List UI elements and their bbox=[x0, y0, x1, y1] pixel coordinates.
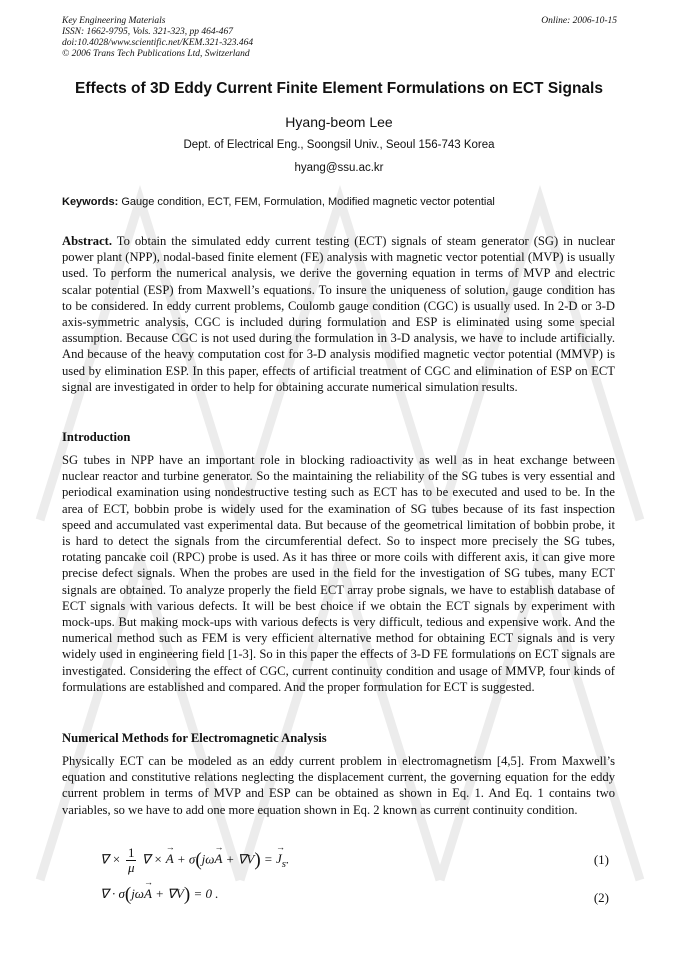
eq1-period: . bbox=[285, 851, 290, 867]
eq1-sigma: + σ bbox=[176, 851, 196, 867]
eq2-vector-a: A → bbox=[144, 886, 152, 902]
doi-line: doi:10.4028/www.scientific.net/KEM.321-323.464 bbox=[62, 38, 254, 48]
numerical-methods-paragraph: Physically ECT can be modeled as an eddy current problem in electromagnetism [4,5]. From Maxwell’s equation and constitutive relations neglecting the displacement current, the governing equation for the eddy current problem in terms of MVP and ESP can be obtained as shown in Eq. 1. And Eq. 1 contains two variables, so we have to add one more equation shown in Eq. 2 known as current continuity condition. bbox=[62, 754, 615, 817]
keywords-text: Gauge condition, ECT, FEM, Formulation, Modified magnetic vector potential bbox=[121, 196, 495, 208]
abstract-text: To obtain the simulated eddy current testing (ECT) signals of steam generator (SG) in nuclear power plant (NPP), nodal-based finite element (FE) analysis with magnetic vector potential (MVP) is usually used. To perform the numerical analysis, we derive the governing equation in terms of MVP and electric scalar potential (ESP) from Maxwell’s equations. To insure the uniqueness of solution, gauge condition has to be considered. In eddy current problems, Coulomb gauge condition (CGC) is usually used. In 2-D or 3-D axis-symmetric analysis, CGC is included during formulation and ESP is eliminated using some special assumption. Because CGC is not used during the formulation in 3-D analysis, we have to include artificially. And because of the heavy computation cost for 3-D analysis modified magnetic vector potential (MMVP) is used by elimination ESP. In this paper, effects of artificial treatment of CGC and elimination of ESP on ECT signal are investigated in order to help for obtaining accurate numerical simulation results. bbox=[62, 234, 615, 394]
eq1-right-paren: ) bbox=[254, 849, 261, 871]
equation-2-expression bbox=[100, 884, 218, 906]
copyright-line: © 2006 Trans Tech Publications Ltd, Switzerland bbox=[62, 49, 250, 59]
eq1-frac-denominator: μ bbox=[127, 860, 135, 875]
eq1-vector-j: J → bbox=[276, 851, 282, 867]
introduction-heading: Introduction bbox=[62, 430, 131, 444]
author-name: Hyang-beom Lee bbox=[285, 114, 393, 130]
eq2-rhs: = 0 . bbox=[193, 886, 219, 901]
eq2-right-paren: ) bbox=[183, 884, 191, 905]
eq1-equals: = bbox=[263, 851, 273, 867]
equation-1-number: (1) bbox=[593, 852, 609, 867]
eq1-fraction bbox=[126, 846, 137, 875]
abstract-paragraph bbox=[62, 233, 615, 395]
equation-1 bbox=[100, 846, 615, 876]
eq1-vector-a-2: A → bbox=[214, 851, 222, 867]
equation-1-expression bbox=[100, 846, 289, 875]
eq2-jw: jω bbox=[131, 886, 144, 901]
eq2-grad-v: + ∇V bbox=[155, 886, 184, 901]
eq1-curl-operator-2: ∇ × bbox=[141, 851, 163, 867]
eq1-jw: jω bbox=[201, 851, 215, 867]
affiliation: Dept. of Electrical Eng., Soongsil Univ., Seoul 156-743 Korea bbox=[183, 139, 495, 151]
keywords-line bbox=[62, 196, 622, 208]
numerical-methods-heading: Numerical Methods for Electromagnetic Analysis bbox=[62, 731, 327, 745]
equation-2-number: (2) bbox=[593, 890, 609, 905]
eq1-subscript: s bbox=[281, 858, 286, 871]
author-email: hyang@ssu.ac.kr bbox=[294, 162, 384, 174]
eq2-divergence-sigma: ∇ · σ bbox=[100, 886, 125, 901]
eq1-curl-operator: ∇ × bbox=[100, 851, 121, 867]
abstract-label: Abstract. bbox=[62, 234, 113, 248]
keywords-label: Keywords: bbox=[62, 196, 119, 208]
issn-line: ISSN: 1662-9795, Vols. 321-323, pp 464-467 bbox=[62, 27, 233, 37]
paper-title: Effects of 3D Eddy Current Finite Element Formulations on ECT Signals bbox=[75, 80, 603, 97]
online-date: Online: 2006-10-15 bbox=[541, 16, 617, 26]
eq1-frac-numerator: 1 bbox=[127, 845, 135, 860]
eq1-left-paren: ( bbox=[195, 849, 202, 871]
journal-header bbox=[62, 16, 617, 60]
journal-name: Key Engineering Materials bbox=[62, 16, 166, 26]
eq1-grad-v: + ∇V bbox=[225, 851, 255, 867]
equation-2 bbox=[100, 884, 615, 914]
eq2-left-paren: ( bbox=[124, 884, 132, 905]
introduction-paragraph: SG tubes in NPP have an important role in blocking radioactivity as well as in heat exchange between nuclear reactor and turbine generator. So the maintaining the reliability of the SG tubes is very essential and periodical examination using nondestructive testing such as ECT has to be executed and used to be. In the area of ECT, bobbin probe is widely used for the examination of SG tubes because of its fast inspection speed and accumulated vast experimental data. But because of the geometrical limitation of bobbin probe, it is hard to detect the signals from the circumferential defect. So to inspect more precisely the SG tubes, rotating pancake coil (RPC) probe is used. As it has three or more coils with different axis, it can give more precise defect signals. When the probes are used in the field for the investigation of SG tubes, many ECT signals are obtained. To analyze properly the field ECT array probe signals, we have to establish database of ECT signals with various defects. It will be best choice if we obtain the ECT signals by experiment with mock-ups. But making mock-ups with various defects is very difficult, tedious and expensive work. And the numerical method such as FEM is very efficient alternative method for obtaining ECT signals and is very widely used in engineering field [1-3]. So in this paper the effects of 3-D FE formulations on ECT signals are investigated. Considering the effect of CGC, current continuity condition and usage of MMVP, four kinds of formulations are established and compared. And the proper formulation for ECT is suggested. bbox=[62, 453, 615, 694]
eq1-vector-a: A → bbox=[166, 851, 174, 867]
